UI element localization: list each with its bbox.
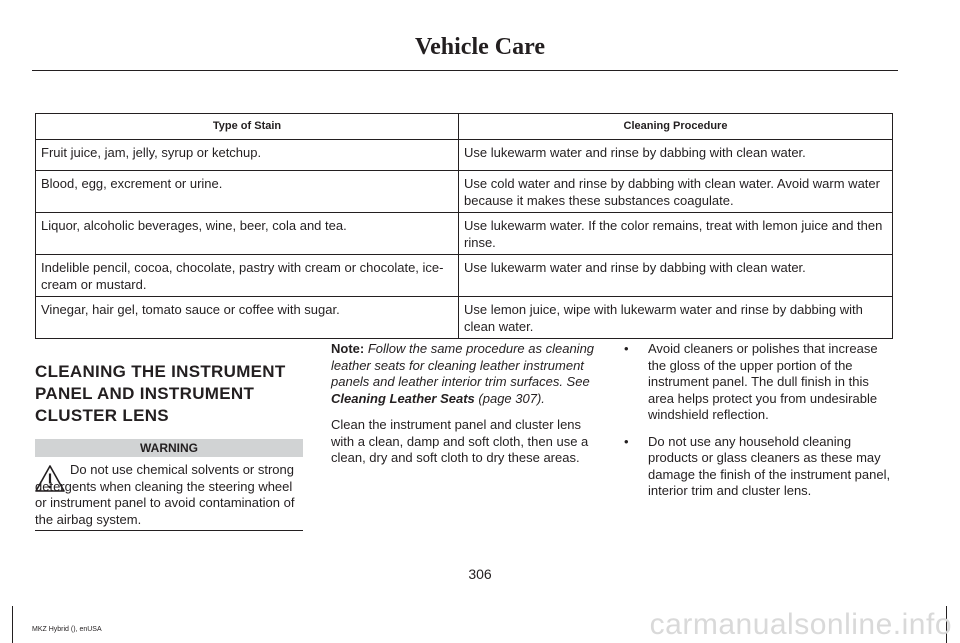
page-header-title: Vehicle Care <box>415 34 545 60</box>
list-item-text: Avoid cleaners or polishes that increase the gloss of the upper portion of the instrument panel. The dull finish in this area helps protect you from undesirable windshield reflection. <box>648 341 878 422</box>
warning-divider <box>35 530 303 531</box>
bullet-icon: • <box>624 341 629 356</box>
cleaning-procedure-cell: Use lukewarm water and rinse by dabbing with clean water. <box>459 140 893 171</box>
stain-type-cell: Liquor, alcoholic beverages, wine, beer, cola and tea. <box>36 213 459 255</box>
warning-label: WARNING <box>35 439 303 457</box>
column-header-cleaning-procedure: Cleaning Procedure <box>459 114 893 140</box>
table-row <box>36 213 893 255</box>
cross-reference-link[interactable]: Cleaning Leather Seats <box>331 390 475 406</box>
page-number: 306 <box>468 566 492 582</box>
cleaning-procedure-cell: Use cold water and rinse by dabbing with clean water. Avoid warm water because it makes these substances coagulate. <box>459 171 893 213</box>
header-divider <box>32 70 898 71</box>
footer-label: MKZ Hybrid (), enUSA <box>32 626 102 633</box>
crop-mark <box>12 606 13 643</box>
cleaning-procedure-cell: Use lemon juice, wipe with lukewarm water and rinse by dabbing with clean water. <box>459 297 893 339</box>
cleaning-procedure-cell: Use lukewarm water. If the color remains, treat with lemon juice and then rinse. <box>459 213 893 255</box>
stain-type-cell: Indelible pencil, cocoa, chocolate, pastry with cream or chocolate, ice-cream or mustard. <box>36 255 459 297</box>
table-row <box>36 171 893 213</box>
page-reference: (page 307). <box>478 390 545 406</box>
stain-type-cell: Blood, egg, excrement or urine. <box>36 171 459 213</box>
section-heading-line: PANEL AND INSTRUMENT <box>35 384 255 403</box>
column-header-stain-type: Type of Stain <box>36 114 459 140</box>
table-header-row <box>36 114 893 140</box>
table-row <box>36 297 893 339</box>
note-label: Note: <box>331 341 365 356</box>
stain-cleaning-table <box>35 113 893 339</box>
list-item <box>622 341 897 424</box>
warning-message <box>35 462 305 528</box>
list-item <box>622 434 897 500</box>
stain-type-cell: Fruit juice, jam, jelly, syrup or ketchup. <box>36 140 459 171</box>
cleaning-procedure-cell: Use lukewarm water and rinse by dabbing with clean water. <box>459 255 893 297</box>
warning-message-text: Do not use chemical solvents or strong detergents when cleaning the steering wheel or instrument panel to avoid contamination of the airbag system. <box>35 462 295 527</box>
middle-column <box>331 341 601 477</box>
stain-type-cell: Vinegar, hair gel, tomato sauce or coffee with sugar. <box>36 297 459 339</box>
watermark: carmanualsonline.info <box>649 608 952 641</box>
note-paragraph <box>331 341 601 407</box>
table-row <box>36 255 893 297</box>
bullet-icon: • <box>624 433 629 449</box>
section-heading <box>35 361 315 427</box>
list-item-text: Do not use any household cleaning products or glass cleaners as these may damage the finish of the instrument panel, interior trim and cluster lens. <box>648 433 891 498</box>
table-row <box>36 140 893 171</box>
note-text: Follow the same procedure as cleaning leather seats for cleaning leather instrument panels and leather interior trim surfaces. See <box>331 341 595 389</box>
section-heading-line: CLUSTER LENS <box>35 406 169 425</box>
tips-list <box>622 341 897 510</box>
instruction-paragraph: Clean the instrument panel and cluster lens with a clean, damp and soft cloth, then use a clean, dry and soft cloth to dry these areas. <box>331 417 589 465</box>
section-heading-line: CLEANING THE INSTRUMENT <box>35 362 286 381</box>
